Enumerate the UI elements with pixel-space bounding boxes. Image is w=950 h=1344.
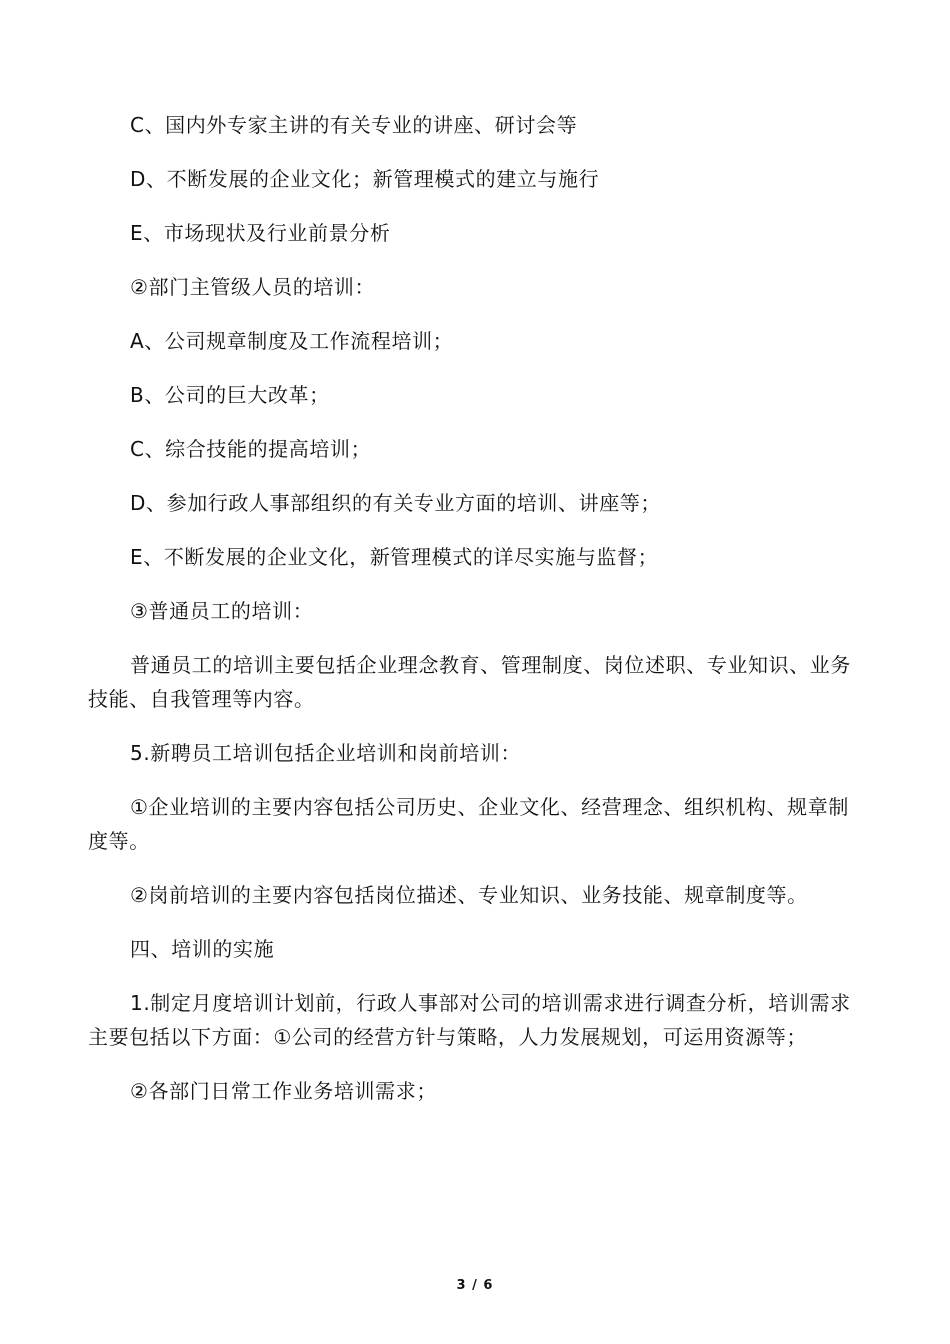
paragraph: ②岗前培训的主要内容包括岗位描述、专业知识、业务技能、规章制度等。 [130, 883, 808, 907]
paragraph: ①企业培训的主要内容包括公司历史、企业文化、经营理念、组织机构、规章制度等。 [88, 795, 849, 853]
paragraph: A、公司规章制度及工作流程培训； [130, 329, 454, 353]
paragraph: E、不断发展的企业文化，新管理模式的详尽实施与监督； [130, 545, 659, 569]
paragraph: C、国内外专家主讲的有关专业的讲座、研讨会等 [130, 113, 578, 137]
section-heading: 5.新聘员工培训包括企业培训和岗前培训： [130, 741, 522, 765]
paragraph: D、参加行政人事部组织的有关专业方面的培训、讲座等； [130, 491, 661, 515]
paragraph: D、不断发展的企业文化；新管理模式的建立与施行 [130, 167, 600, 191]
section-heading: 四、培训的实施 [130, 937, 275, 961]
page-number: 3 / 6 [456, 1278, 494, 1293]
paragraph: E、市场现状及行业前景分析 [130, 221, 391, 245]
paragraph: 1.制定月度培训计划前，行政人事部对公司的培训需求进行调查分析，培训需求主要包括以下方面：①公司的经营方针与策略，人力发展规划，可运用资源等； [88, 991, 851, 1049]
document-body [88, 108, 860, 1128]
section-heading: ③普通员工的培训： [130, 599, 314, 623]
paragraph: B、公司的巨大改革； [130, 383, 330, 407]
paragraph: ②各部门日常工作业务培训需求； [130, 1079, 437, 1103]
section-heading: ②部门主管级人员的培训： [130, 275, 376, 299]
paragraph: C、综合技能的提高培训； [130, 437, 372, 461]
paragraph: 普通员工的培训主要包括企业理念教育、管理制度、岗位述职、专业知识、业务技能、自我管理等内容。 [88, 653, 851, 711]
